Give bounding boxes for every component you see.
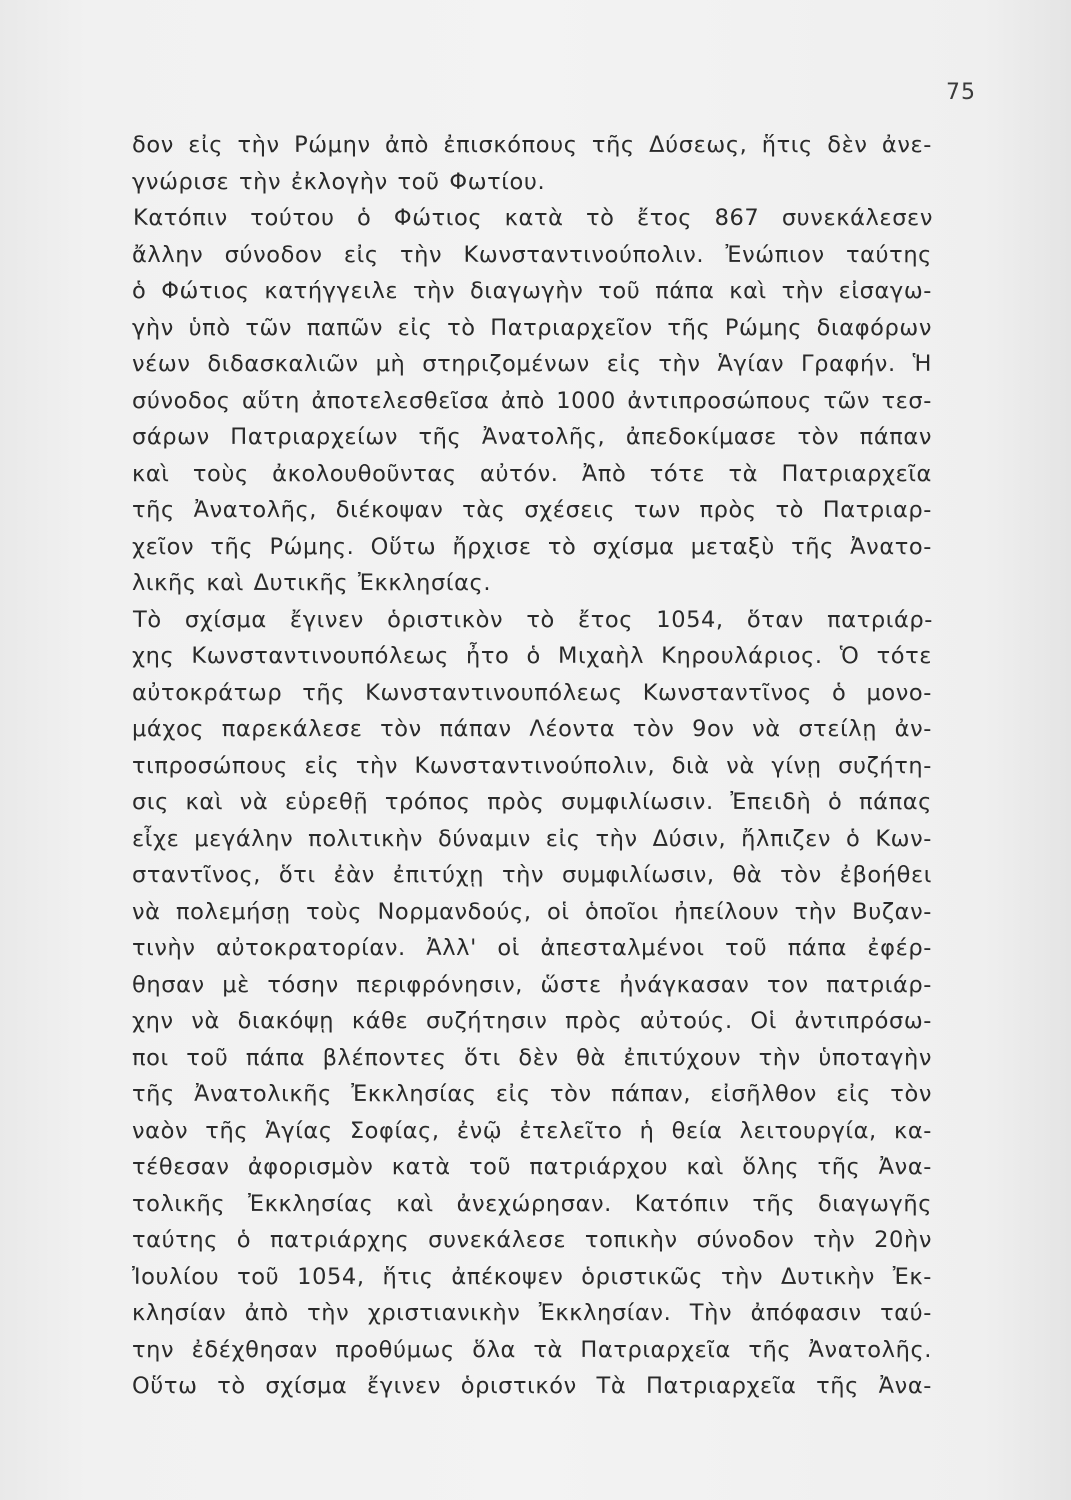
page-number: 75 <box>946 80 976 105</box>
text-line: ἄλλην σύνοδον εἰς τὴν Κωνσταντινούπολιν. Ἐνώπιον ταύτης <box>132 241 932 268</box>
text-line: θησαν μὲ τόσην περιφρόνησιν, ὥστε ἠνάγκασαν τον πατριάρ- <box>132 971 932 998</box>
text-line: τῆς Ἀνατολῆς, διέκοψαν τὰς σχέσεις των πρὸς τὸ Πατριαρ- <box>132 497 932 523</box>
text-line: τέθεσαν ἀφορισμὸν κατὰ τοῦ πατριάρχου καὶ ὅλης τῆς Ἀνα- <box>132 1154 932 1180</box>
text-line: νέων διδασκαλιῶν μὴ στηριζομένων εἰς τὴν Ἁγίαν Γραφήν. Ἡ <box>132 351 932 377</box>
text-line: Ἰουλίου τοῦ 1054, ἥτις ἀπέκοψεν ὁριστικῶς τὴν Δυτικὴν Ἐκ- <box>132 1263 932 1290</box>
text-line: καὶ τοὺς ἀκολουθοῦντας αὐτόν. Ἀπὸ τότε τὰ Πατριαρχεῖα <box>132 460 932 487</box>
text-line: ταύτης ὁ πατριάρχης συνεκάλεσε τοπικὴν σύνοδον τὴν 20ὴν <box>132 1227 932 1253</box>
text-line: δον εἰς τὴν Ρώμην ἀπὸ ἐπισκόπους τῆς Δύσεως, ἥτις δὲν ἀνε- <box>132 132 932 158</box>
text-line: τῆς Ἀνατολικῆς Ἐκκλησίας εἰς τὸν πάπαν, εἰσῆλθον εἰς τὸν <box>132 1081 932 1107</box>
text-line: την ἐδέχθησαν προθύμως ὅλα τὰ Πατριαρχεῖα τῆς Ἀνατολῆς. <box>132 1336 932 1363</box>
text-line: σύνοδος αὕτη ἀποτελεσθεῖσα ἀπὸ 1000 ἀντιπροσώπους τῶν τεσ- <box>132 387 932 414</box>
text-line: γὴν ὑπὸ τῶν παπῶν εἰς τὸ Πατριαρχεῖον τῆς Ρώμης διαφόρων <box>132 314 932 341</box>
text-line: τιπροσώπους εἰς τὴν Κωνσταντινούπολιν, διὰ νὰ γίνῃ συζήτη- <box>132 752 932 779</box>
text-line: τολικῆς Ἐκκλησίας καὶ ἀνεχώρησαν. Κατόπιν τῆς διαγωγῆς <box>132 1190 932 1217</box>
text-line: σις καὶ νὰ εὑρεθῇ τρόπος πρὸς συμφιλίωσιν. Ἐπειδὴ ὁ πάπας <box>132 789 932 815</box>
text-line: Οὕτω τὸ σχίσμα ἔγινεν ὁριστικόν Τὰ Πατριαρχεῖα τῆς Ἀνα- <box>132 1373 932 1399</box>
text-line: κλησίαν ἀπὸ τὴν χριστιανικὴν Ἐκκλησίαν. Τὴν ἀπόφασιν ταύ- <box>132 1300 932 1326</box>
text-line: γνώρισε τὴν ἐκλογὴν τοῦ Φωτίου. <box>132 168 546 195</box>
text-line: εἶχε μεγάλην πολιτικὴν δύναμιν εἰς τὴν Δύσιν, ἤλπιζεν ὁ Κων- <box>132 825 932 852</box>
text-line: αὐτοκράτωρ τῆς Κωνσταντινουπόλεως Κωνσταντῖνος ὁ μονο- <box>132 679 932 706</box>
text-line: σταντῖνος, ὅτι ἐὰν ἐπιτύχῃ τὴν συμφιλίωσιν, θὰ τὸν ἐβοήθει <box>132 862 932 888</box>
text-line: τινὴν αὐτοκρατορίαν. Ἀλλ' οἱ ἀπεσταλμένοι τοῦ πάπα ἐφέρ- <box>132 935 932 961</box>
paragraph-start-line: Κατόπιν τούτου ὁ Φώτιος κατὰ τὸ ἔτος 867 συνεκάλεσεν <box>133 205 933 231</box>
paragraph-start-line: Τὸ σχίσμα ἔγινεν ὁριστικὸν τὸ ἔτος 1054, ὅταν πατριάρ- <box>133 606 933 633</box>
text-line: σάρων Πατριαρχείων τῆς Ἀνατολῆς, ἀπεδοκίμασε τὸν πάπαν <box>132 424 932 450</box>
text-line: νὰ πολεμήσῃ τοὺς Νορμανδούς, οἱ ὁποῖοι ἠπείλουν τὴν Βυζαν- <box>132 898 932 925</box>
text-line: ναὸν τῆς Ἁγίας Σοφίας, ἐνῷ ἐτελεῖτο ἡ θεία λειτουργία, κα- <box>132 1117 932 1144</box>
text-line: χην νὰ διακόψῃ κάθε συζήτησιν πρὸς αὐτούς. Οἱ ἀντιπρόσω- <box>132 1008 932 1034</box>
text-line: ποι τοῦ πάπα βλέποντες ὅτι δὲν θὰ ἐπιτύχουν τὴν ὑποταγὴν <box>132 1044 932 1071</box>
text-line: ὁ Φώτιος κατήγγειλε τὴν διαγωγὴν τοῦ πάπα καὶ τὴν εἰσαγω- <box>132 278 932 304</box>
text-line: χεῖον τῆς Ρώμης. Οὕτω ἤρχισε τὸ σχίσμα μεταξὺ τῆς Ἀνατο- <box>132 533 932 560</box>
text-line: μάχος παρεκάλεσε τὸν πάπαν Λέοντα τὸν 9ον νὰ στείλῃ ἀν- <box>132 716 932 742</box>
text-line: λικῆς καὶ Δυτικῆς Ἐκκλησίας. <box>132 570 492 596</box>
text-line: χης Κωνσταντινουπόλεως ἦτο ὁ Μιχαὴλ Κηρουλάριος. Ὁ τότε <box>132 643 932 669</box>
